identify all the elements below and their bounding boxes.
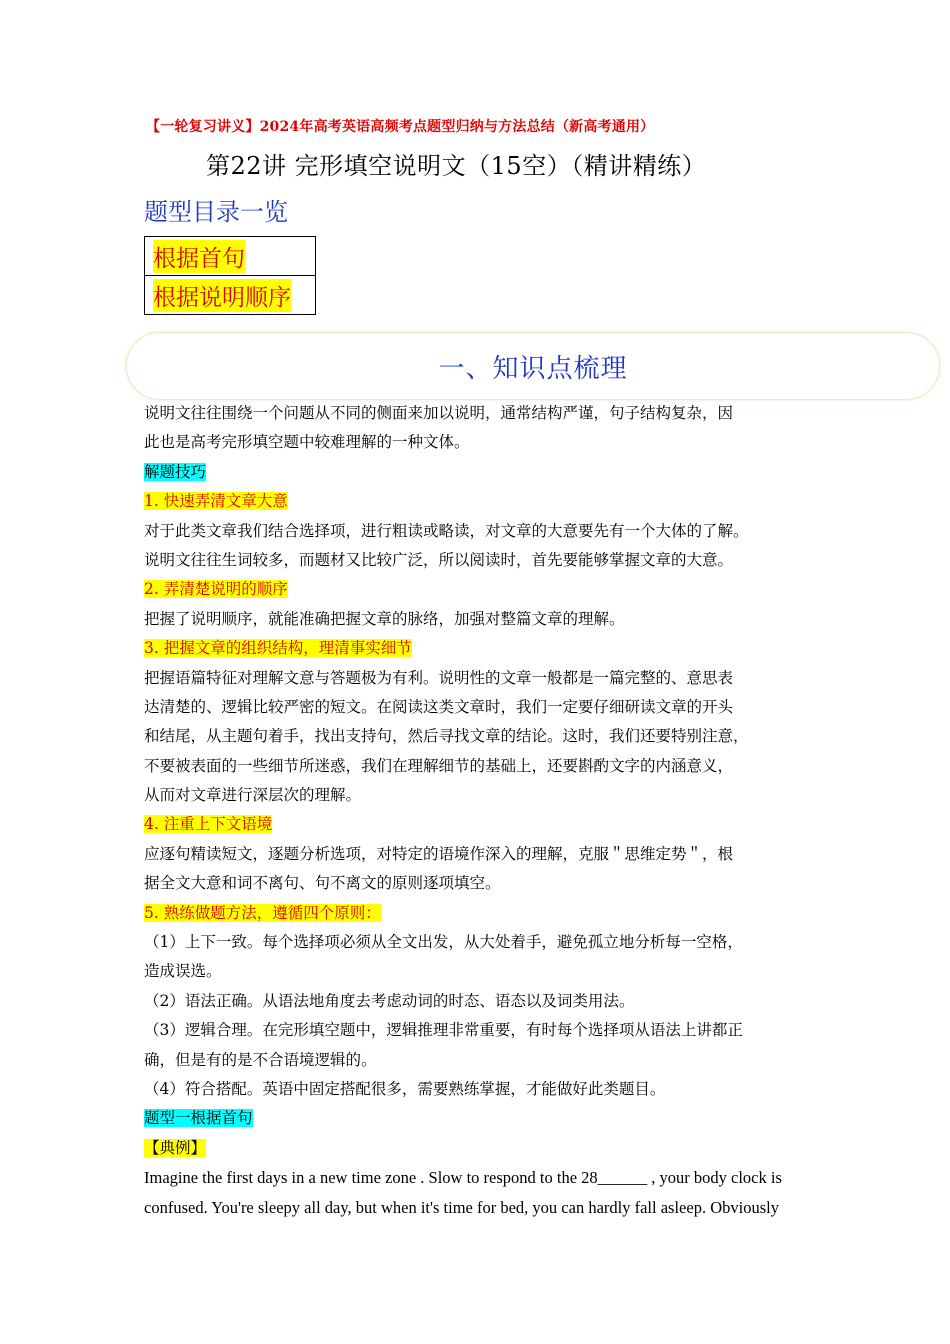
paragraph-line: （2）语法正确。从语法地角度去考虑动词的时态、语态以及词类用法。 [144, 991, 635, 1010]
paragraph-line: 说明文往往围绕一个问题从不同的侧面来加以说明，通常结构严谨，句子结构复杂，因 [144, 404, 734, 422]
paragraph-line: 和结尾，从主题句着手，找出支持句，然后寻找文章的结论。这时，我们还要特别注意， [144, 727, 749, 746]
toc-item-label: 根据首句 [153, 240, 245, 273]
paragraph-line: 此也是高考完形填空题中较难理解的一种文体。 [144, 433, 470, 452]
paragraph-line: 确，但是有的是不合语境逻辑的。 [144, 1050, 377, 1069]
paragraph-line: 说明文往往生词较多，而题材又比较广泛，所以阅读时，首先要能够掌握文章的大意。 [144, 550, 734, 569]
toc-item-label: 根据说明顺序 [153, 279, 291, 312]
tip-heading: 1. 快速弄清文章大意 [144, 492, 288, 511]
passage-line: Imagine the first days in a new time zone . Slow to respond to the 28______ , your body clock is [144, 1168, 782, 1188]
paragraph-line: 达清楚的、逻辑比较严密的短文。在阅读这类文章时，我们一定要仔细研读文章的开头 [144, 697, 734, 716]
section-title: 一、知识点梳理 [438, 354, 628, 384]
example-label: 【典例】 [144, 1138, 207, 1157]
lecture-title: 第22讲 完形填空说明文（15空）（精讲精练） [206, 152, 707, 180]
series-title: 【一轮复习讲义】2024年高考英语高频考点题型归纳与方法总结（新高考通用） [146, 119, 655, 135]
paragraph-line: 应逐句精读短文，逐题分析选项，对特定的语境作深入的理解，克服＂思维定势＂，根 [144, 844, 734, 863]
tip-heading: 4. 注重上下文语境 [144, 815, 273, 834]
paragraph-line: 据全文大意和词不离句、句不离文的原则逐项填空。 [144, 874, 501, 893]
tip-heading: 3. 把握文章的组织结构，理清事实细节 [144, 639, 412, 658]
paragraph-line: 把握语篇特征对理解文意与答题极为有利。说明性的文章一般都是一篇完整的、意思表 [144, 668, 734, 687]
paragraph-line: （1）上下一致。每个选择项必须从全文出发，从大处着手，避免孤立地分析每一空格， [144, 933, 743, 952]
toc-table [144, 236, 316, 315]
paragraph-line: 把握了说明顺序，就能准确把握文章的脉络，加强对整篇文章的理解。 [144, 609, 625, 628]
tip-heading: 5. 熟练做题方法，遵循四个原则： [144, 903, 381, 922]
paragraph-line: 从而对文章进行深层次的理解。 [144, 786, 362, 805]
paragraph-line: 对于此类文章我们结合选择项，进行粗读或略读，对文章的大意要先有一个大体的了解。 [144, 521, 749, 540]
paragraph-line: 不要被表面的一些细节所迷惑，我们在理解细节的基础上，还要斟酌文字的内涵意义， [144, 756, 734, 775]
tip-heading: 2. 弄清楚说明的顺序 [144, 580, 288, 599]
paragraph-line: 造成误选。 [144, 962, 222, 981]
tips-label: 解题技巧 [144, 462, 207, 481]
passage-line: confused. You're sleepy all day, but when it's time for bed, you can hardly fall asleep. Obviously [144, 1197, 779, 1217]
toc-heading: 题型目录一览 [144, 198, 288, 226]
question-type-label: 题型一根据首句 [144, 1109, 253, 1128]
toc-item-explanation-order[interactable] [145, 276, 315, 314]
document-body [144, 399, 814, 1222]
paragraph-line: （4）符合搭配。英语中固定搭配很多，需要熟练掌握，才能做好此类题目。 [144, 1079, 666, 1098]
paragraph-line: （3）逻辑合理。在完形填空题中，逻辑推理非常重要，有时每个选择项从语法上讲都正 [144, 1021, 743, 1040]
toc-item-first-sentence[interactable] [145, 237, 315, 276]
